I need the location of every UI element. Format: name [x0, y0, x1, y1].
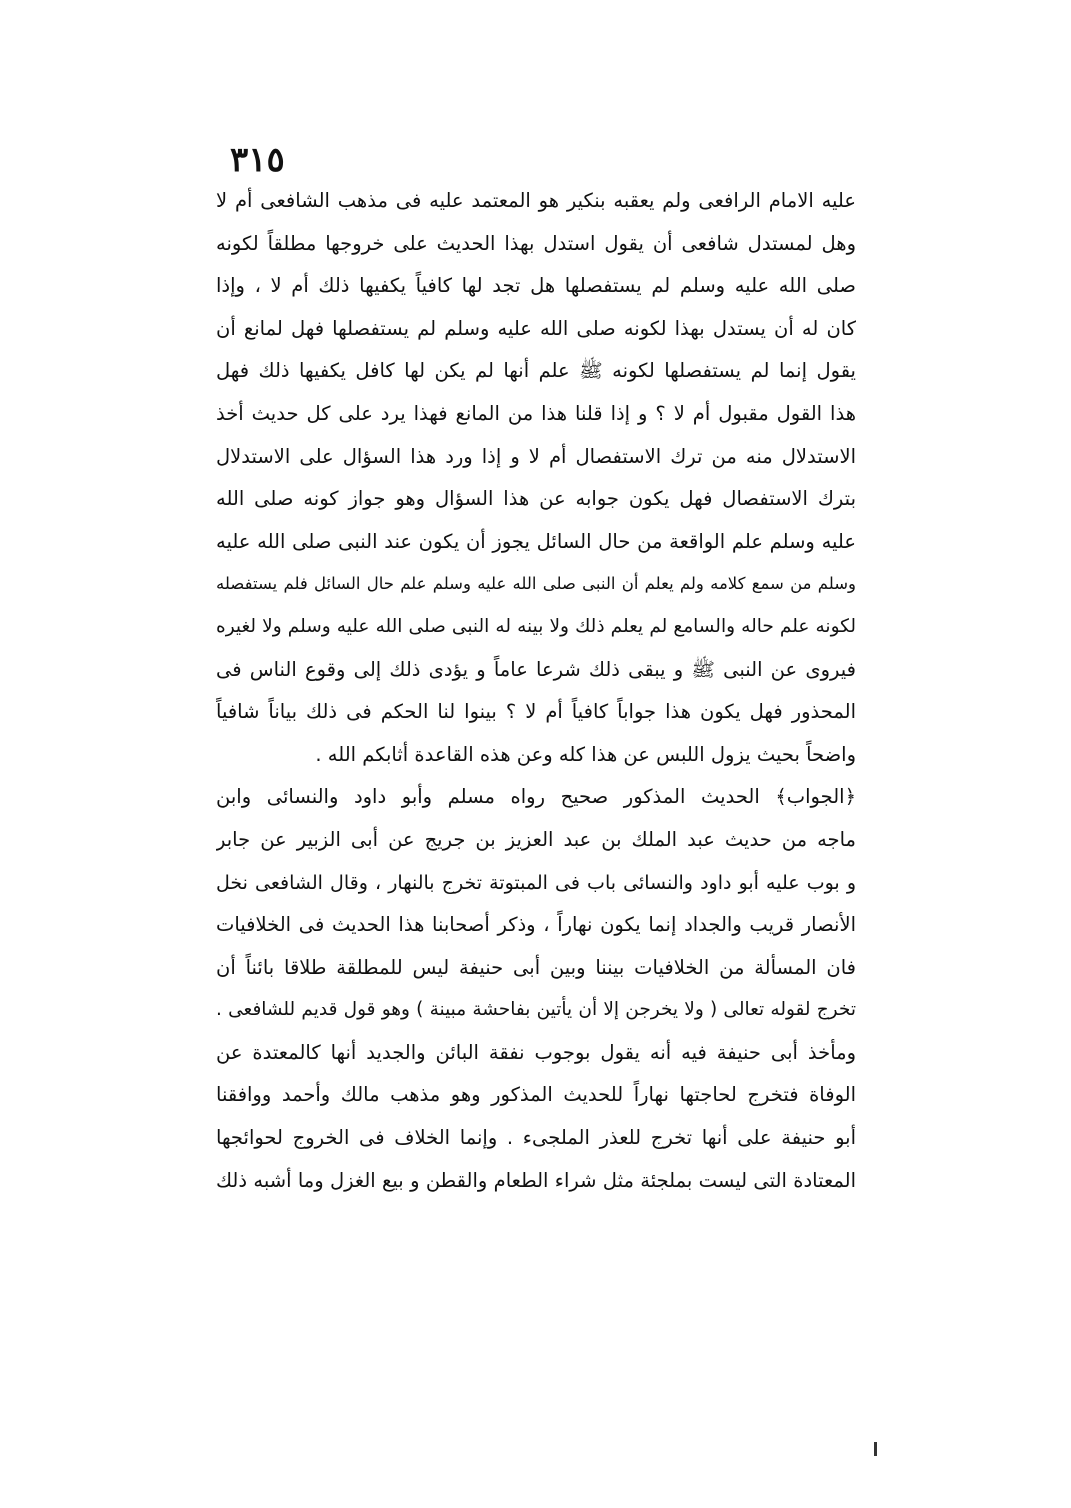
margin-mark [874, 1442, 877, 1456]
text-line: عليه وسلم علم الواقعة من حال السائل يجوز أن يكون عند النبى صلى الله عليه [216, 529, 856, 553]
text-line: و بوب عليه أبو داود والنسائى باب فى المبتوتة تخرج بالنهار ، وقال الشافعى نخل [216, 871, 856, 894]
text-line: فيروى عن النبى ﷺ و يبقى ذلك شرعا عاماً و يؤدى ذلك إلى وقوع الناس فى [216, 657, 856, 681]
text-line: عليه الامام الرافعى ولم يعقبه بنكير هو المعتمد عليه فى مذهب الشافعى أم لا [216, 189, 856, 212]
text-line: أبو حنيفة على أنها تخرج للعذر الملجىء . وإنما الخلاف فى الخروج لحوائجها [216, 1126, 856, 1150]
text-line: يقول إنما لم يستفصلها لكونه ﷺ علم أنها لم يكن لها كافل يكفيها ذلك فهل [216, 359, 856, 383]
text-line: المحذور فهل يكون هذا جواباً كافياً أم لا ؟ بينوا لنا الحكم فى ذلك بياناً شافياً [216, 700, 856, 724]
text-line: ماجه من حديث عبد الملك بن عبد العزيز بن جريج عن أبى الزبير عن جابر [216, 827, 856, 851]
body-text [216, 180, 856, 1202]
text-line: وسلم من سمع كلامه ولم يعلم أن النبى صلى الله عليه وسلم علم حال السائل فلم يستفصله [216, 574, 856, 594]
text-line: صلى الله عليه وسلم لم يستفصلها هل تجد لها كافياً يكفيها ذلك أم لا ، وإذا [216, 274, 856, 298]
text-line: كان له أن يستدل بهذا لكونه صلى الله عليه وسلم لم يستفصلها فهل لمانع أن [216, 316, 856, 340]
text-line: ومأخذ أبى حنيفة فيه أنه يقول بوجوب نفقة البائن والجديد أنها كالمعتدة عن [216, 1040, 856, 1064]
text-line: وهل لمستدل شافعى أن يقول استدل بهذا الحديث على خروجها مطلقاً لكونه [216, 231, 856, 255]
text-line: تخرج لقوله تعالى ( ولا يخرجن إلا أن يأتين بفاحشة مبينة ) وهو قول قديم للشافعى . [216, 999, 856, 1021]
text-line: الوفاة فتخرج لحاجتها نهاراً للحديث المذكور وهو مذهب مالك وأحمد ووافقنا [216, 1083, 856, 1107]
text-line: المعتادة التى ليست بملجئة مثل شراء الطعام والقطن و بيع الغزل وما أشبه ذلك [216, 1168, 856, 1192]
text-line: هذا القول مقبول أم لا ؟ و إذا قلنا هذا من المانع فهذا يرد على كل حديث أخذ [216, 401, 856, 425]
page-number: ٣١٥ [230, 140, 285, 180]
text-line: بترك الاستفصال فهل يكون جوابه عن هذا السؤال وهو جواز كونه صلى الله [216, 487, 856, 511]
text-line: فان المسألة من الخلافيات بيننا وبين أبى حنيفة ليس للمطلقة طلاقا بائناً أن [216, 955, 856, 979]
text-line: الأنصار قريب والجداد إنما يكون نهاراً ، وذكر أصحابنا هذا الحديث فى الخلافيات [216, 913, 856, 937]
text-line: واضحاً بحيث يزول اللبس عن هذا كله وعن هذه القاعدة أثابكم الله . [315, 742, 856, 766]
text-line: لكونه علم حاله والسامع لم يعلم ذلك ولا بينه له النبى صلى الله عليه وسلم ولا لغيره [216, 615, 856, 637]
text-line: الاستدلال منه من ترك الاستفصال أم لا و إذا ورد هذا السؤال على الاستدلال [216, 444, 856, 468]
answer-heading-line: ﴿الجواب﴾ الحديث المذكور صحيح رواه مسلم وأبو داود والنسائى وابن [216, 785, 856, 809]
